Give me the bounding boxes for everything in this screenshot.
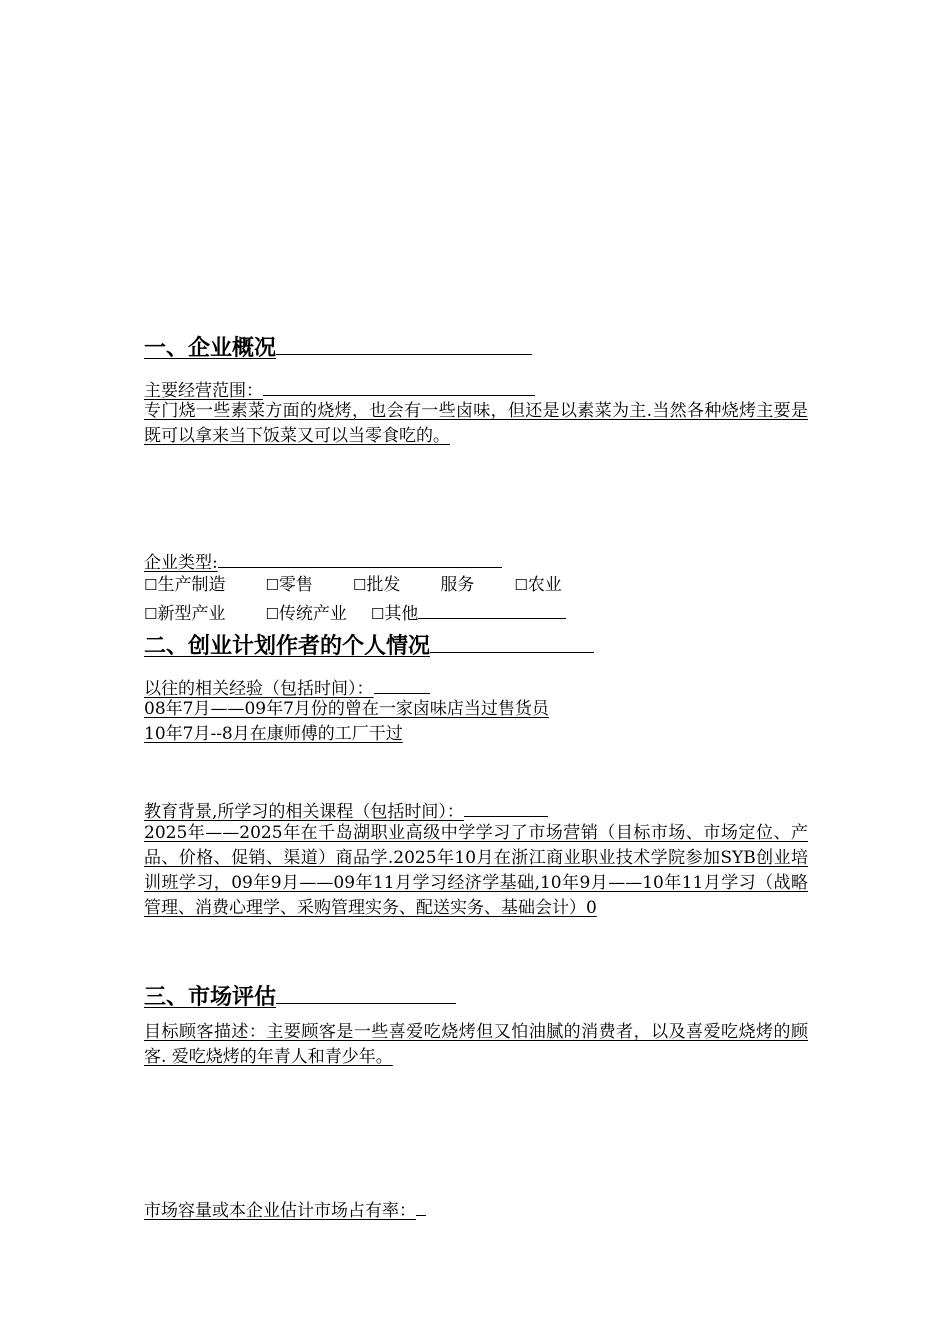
checkbox-icon: ☐ [265,576,279,594]
label-fill-line [416,1195,426,1216]
option-emerging-industry[interactable]: ☐新型产业 [144,604,226,624]
heading-fill-line [430,632,594,653]
option-wholesale[interactable]: ☐批发 [352,575,401,595]
section-3-heading-text: 三、市场评估 [144,985,277,1010]
label-fill-line [218,547,502,568]
education-label-text: 教育背景,所学习的相关课程（包括时间）： [144,802,464,822]
option-traditional-industry[interactable]: ☐传统产业 [265,604,347,624]
label-fill-line [263,375,535,396]
market-share-label [144,1195,426,1224]
option-agriculture[interactable]: ☐农业 [514,575,562,595]
checkbox-icon: ☐ [370,605,385,623]
type-label [144,547,502,576]
option-retail[interactable]: ☐零售 [265,575,313,595]
label-fill-line [418,598,566,619]
option-service[interactable]: 服务 [440,575,475,595]
label-fill-line [464,796,548,817]
market-share-label-text: 市场容量或本企业估计市场占有率： [144,1201,416,1221]
type-options-row-2 [144,598,566,627]
checkbox-icon: ☐ [144,576,158,594]
type-label-text: 企业类型: [144,553,218,573]
experience-line-1: 08年7月——09年7月份的曾在一家卤味店当过售货员 [144,699,549,719]
experience-label-text: 以往的相关经验（包括时间）： [144,679,374,699]
target-customer-text: 目标顾客描述：主要顾客是一些喜爱吃烧烤但又怕油腻的消费者，以及喜爱吃烧烤的顾客. 爱吃烧烤的年青人和青少年。 [144,1022,808,1067]
experience-line-2: 10年7月--8月在康师傅的工厂干过 [144,724,403,744]
option-other[interactable]: ☐其他 [370,604,419,624]
heading-fill-line [276,983,456,1004]
education-text: 2025年——2025年在千岛湖职业高级中学学习了市场营销（目标市场、市场定位、产品、价格、促销、渠道）商品学.2025年10月在浙江商业职业技术学院参加SYB创业培训班学习，09年9月——09年11月学习经济学基础,10年9月——10年11月学习（战略管理、消费心理学、采购管理实务、配送实务、基础会计）0 [144,823,808,918]
section-1-heading [144,334,532,364]
section-2-heading [144,632,594,662]
section-3-heading [144,983,456,1013]
checkbox-icon: ☐ [265,605,279,623]
scope-label-text: 主要经营范围： [144,381,263,401]
option-manufacturing[interactable]: ☐生产制造 [144,575,226,595]
checkbox-icon: ☐ [144,605,158,623]
checkbox-icon: ☐ [352,576,367,594]
checkbox-icon: ☐ [514,576,528,594]
scope-text: 专门烧一些素菜方面的烧烤，也会有一些卤味，但还是以素菜为主.当然各种烧烤主要是既可以拿来当下饭菜又可以当零食吃的。 [144,401,808,446]
section-1-heading-text: 一、企业概况 [144,336,277,361]
label-fill-line [374,673,430,694]
heading-fill-line [276,334,532,355]
section-2-heading-text: 二、创业计划作者的个人情况 [144,634,431,659]
type-options-row-1 [144,573,562,598]
